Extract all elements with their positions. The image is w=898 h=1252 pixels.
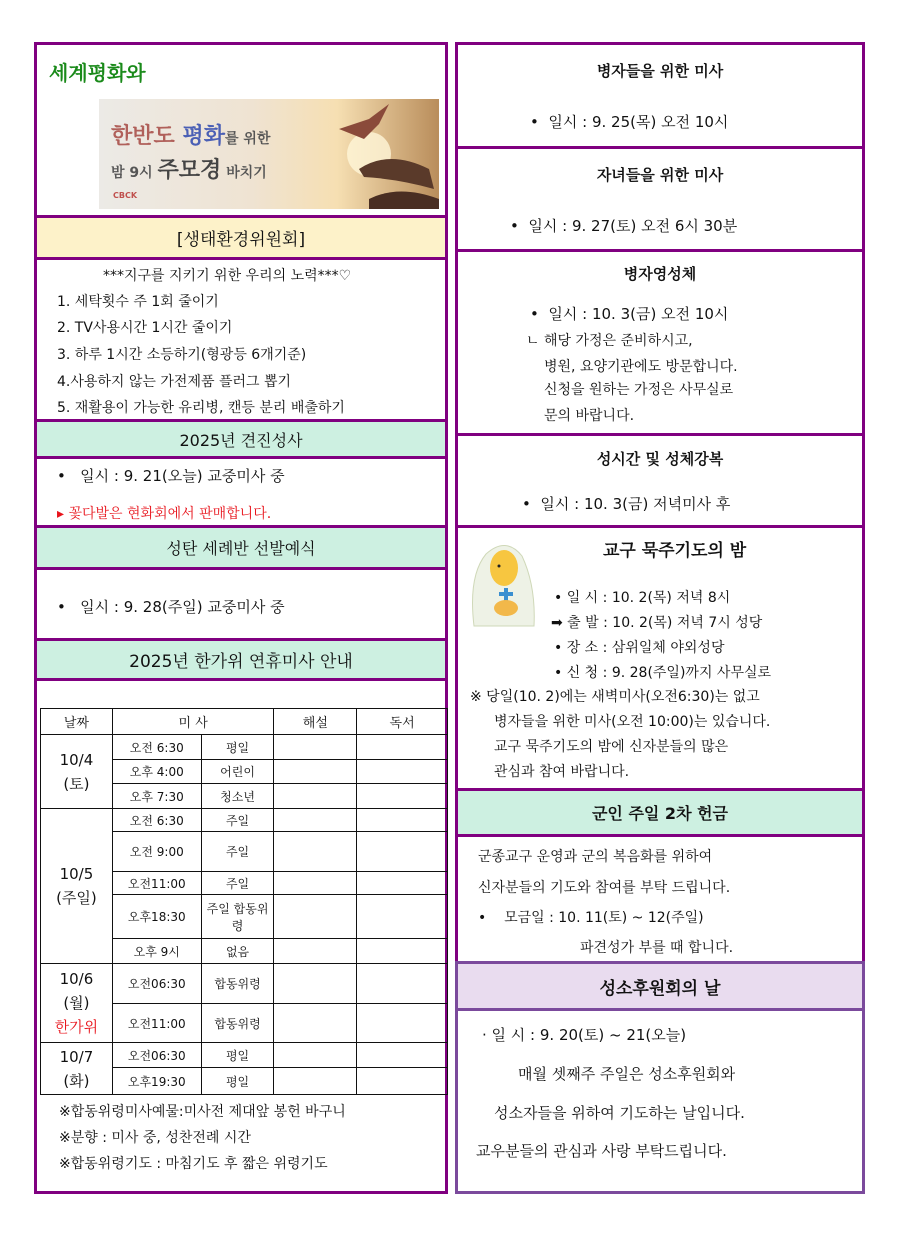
reading-cell[interactable] <box>357 939 448 964</box>
holy-hour-date-text: 일시 : 10. 3(금) 저녁미사 후 <box>540 495 731 513</box>
mass-type-cell: 합동위령 <box>201 964 274 1004</box>
commentary-cell[interactable] <box>274 784 357 809</box>
mass-time-cell: 오후 9시 <box>112 939 201 964</box>
sick-communion-date: • 일시 : 10. 3(금) 오전 10시 <box>530 305 729 323</box>
table-header: 독서 <box>357 709 448 735</box>
eco-item: 2. TV사용시간 1시간 줄이기 <box>57 320 233 336</box>
reading-cell[interactable] <box>357 832 448 872</box>
rosary-item: • 신 청 : 9. 28(주일)까지 사무실로 <box>554 665 772 681</box>
commentary-cell[interactable] <box>274 735 357 760</box>
chuseok-note: ※합동위령기도 : 마침기도 후 짧은 위령기도 <box>59 1156 328 1172</box>
chuseok-title: 2025년 한가위 연휴미사 안내 <box>129 652 353 672</box>
sick-mass-date: • 일시 : 9. 25(목) 오전 10시 <box>530 113 729 131</box>
sick-communion-line: 병원, 요양기관에도 방문합니다. <box>544 359 738 375</box>
reading-cell[interactable] <box>357 1068 448 1095</box>
banner-text: 밤 9시 <box>111 165 153 181</box>
reading-cell[interactable] <box>357 895 448 939</box>
eco-subtitle: ***지구를 지키기 위한 우리의 노력***♡ <box>103 268 352 284</box>
baptism-title: 성탄 세례반 선발예식 <box>166 539 316 558</box>
military-line: 신자분들의 기도와 참여를 부탁 드립니다. <box>478 880 731 896</box>
date-cell <box>41 809 113 964</box>
mass-type-cell: 평일 <box>201 735 274 760</box>
dove-hands-icon <box>309 99 439 209</box>
mass-type-cell: 주일 <box>201 809 274 832</box>
chuseok-header <box>34 638 448 681</box>
mass-type-cell: 주일 <box>201 832 274 872</box>
military-when: 파견성가 부를 때 합니다. <box>580 940 734 956</box>
eco-title: [생태환경위원회] <box>176 230 306 250</box>
mass-time-cell: 오후 4:00 <box>112 760 201 784</box>
baptism-header <box>34 525 448 570</box>
confirmation-note-text: 꽃다발은 현화회에서 판매합니다. <box>68 506 272 522</box>
table-header: 미 사 <box>112 709 274 735</box>
sick-mass-date-text: 일시 : 9. 25(목) 오전 10시 <box>548 113 729 131</box>
rosary-item: • 일 시 : 10. 2(목) 저녁 8시 <box>554 590 731 606</box>
sick-mass-section <box>455 42 865 149</box>
commentary-cell[interactable] <box>274 964 357 1004</box>
table-row <box>41 735 448 760</box>
rosary-title: 교구 묵주기도의 밤 <box>603 541 747 561</box>
rosary-note: 교구 묵주기도의 밤에 신자분들의 많은 <box>494 739 729 755</box>
commentary-cell[interactable] <box>274 1068 357 1095</box>
children-mass-date-text: 일시 : 9. 27(토) 오전 6시 30분 <box>528 217 738 235</box>
military-line: 군종교구 운영과 군의 복음화를 위하여 <box>478 849 713 865</box>
peace-section <box>34 42 448 218</box>
commentary-cell[interactable] <box>274 872 357 895</box>
table-row <box>41 964 448 1004</box>
table-row <box>41 1043 448 1068</box>
sick-communion-section <box>455 249 865 436</box>
rosary-note: ※ 당일(10. 2)에는 새벽미사(오전6:30)는 없고 <box>470 689 760 705</box>
chuseok-mass-table <box>40 708 448 1095</box>
date-date: 10/4 <box>59 750 94 769</box>
mass-time-cell: 오전 6:30 <box>112 809 201 832</box>
mass-time-cell: 오전06:30 <box>112 964 201 1004</box>
mass-type-cell: 평일 <box>201 1043 274 1068</box>
mass-type-cell: 평일 <box>201 1068 274 1095</box>
table-header-row <box>41 709 448 735</box>
reading-cell[interactable] <box>357 1004 448 1043</box>
vocation-line: 교우분들의 관심과 사랑 부탁드립니다. <box>476 1142 727 1160</box>
children-mass-date: • 일시 : 9. 27(토) 오전 6시 30분 <box>510 217 738 235</box>
date-day: (주일) <box>56 889 97 907</box>
mass-time-cell: 오전 6:30 <box>112 735 201 760</box>
mass-type-cell: 주일 <box>201 872 274 895</box>
eco-item: 5. 재활용이 가능한 유리병, 캔등 분리 배출하기 <box>57 400 345 416</box>
mass-time-cell: 오전 9:00 <box>112 832 201 872</box>
table-header: 날짜 <box>41 709 113 735</box>
reading-cell[interactable] <box>357 760 448 784</box>
holy-hour-section <box>455 433 865 528</box>
mass-type-cell: 합동위령 <box>201 1004 274 1043</box>
commentary-cell[interactable] <box>274 809 357 832</box>
date-date: 10/6 <box>59 970 94 988</box>
sick-communion-title: 병자영성체 <box>623 265 697 283</box>
baptism-date-text: 일시 : 9. 28(주일) 교중미사 중 <box>80 598 285 616</box>
date-day: (토) <box>63 774 90 793</box>
military-date: • 모금일 : 10. 11(토) ~ 12(주일) <box>478 910 704 926</box>
banner-text: 평화 <box>182 124 225 149</box>
reading-cell[interactable] <box>357 872 448 895</box>
eco-item: 3. 하루 1시간 소등하기(형광등 6개기준) <box>57 347 307 363</box>
holy-hour-date: • 일시 : 10. 3(금) 저녁미사 후 <box>522 495 731 513</box>
date-day: (월) <box>63 994 90 1012</box>
date-holiday: 한가위 <box>54 1018 99 1036</box>
reading-cell[interactable] <box>357 809 448 832</box>
commentary-cell[interactable] <box>274 832 357 872</box>
vocation-body <box>455 1008 865 1194</box>
sick-communion-line: ㄴ 해당 가정은 준비하시고, <box>526 333 693 349</box>
vocation-date: · 일 시 : 9. 20(토) ~ 21(오늘) <box>482 1026 687 1044</box>
vocation-header <box>455 961 865 1011</box>
children-mass-title: 자녀들을 위한 미사 <box>596 166 724 184</box>
sick-communion-date-text: 일시 : 10. 3(금) 오전 10시 <box>548 305 729 323</box>
commentary-cell[interactable] <box>274 1004 357 1043</box>
rosary-item: • 장 소 : 삼위일체 야외성당 <box>554 640 725 656</box>
sick-communion-line: 신청을 원하는 가정은 사무실로 <box>544 382 734 398</box>
sick-mass-title: 병자들을 위한 미사 <box>596 62 724 80</box>
mass-time-cell: 오전11:00 <box>112 872 201 895</box>
rosary-note: 병자들을 위한 미사(오전 10:00)는 있습니다. <box>494 714 771 730</box>
mass-time-cell: 오후 7:30 <box>112 784 201 809</box>
confirmation-body <box>34 456 448 528</box>
banner-text: 바치기 <box>226 165 267 181</box>
table-row <box>41 809 448 832</box>
date-date: 10/5 <box>59 865 94 883</box>
mass-time-cell: 오전11:00 <box>112 1004 201 1043</box>
chuseok-note: ※분향 : 미사 중, 성찬전례 시간 <box>59 1130 251 1146</box>
confirmation-date-text: 일시 : 9. 21(오늘) 교중미사 중 <box>80 467 285 485</box>
date-cell <box>41 964 113 1043</box>
military-body <box>455 834 865 964</box>
baptism-date: • 일시 : 9. 28(주일) 교중미사 중 <box>57 598 285 616</box>
date-day: (화) <box>63 1071 90 1090</box>
baptism-body <box>34 567 448 641</box>
vocation-line: 성소자들을 위하여 기도하는 날입니다. <box>494 1104 745 1122</box>
banner-text: 주모경 <box>157 158 222 183</box>
military-date-text: 모금일 : 10. 11(토) ~ 12(주일) <box>504 910 704 926</box>
mary-illustration <box>466 536 542 628</box>
eco-body <box>34 257 448 422</box>
reading-cell[interactable] <box>357 964 448 1004</box>
cbck-logo: CBCK <box>113 191 138 200</box>
eco-item: 4.사용하지 않는 가전제품 플러그 뽑기 <box>57 374 292 390</box>
date-cell <box>41 1043 113 1095</box>
commentary-cell[interactable] <box>274 895 357 939</box>
reading-cell[interactable] <box>357 1043 448 1068</box>
commentary-cell[interactable] <box>274 1043 357 1068</box>
confirmation-date: • 일시 : 9. 21(오늘) 교중미사 중 <box>57 467 285 485</box>
mass-type-cell: 어린이 <box>201 760 274 784</box>
chuseok-body <box>34 678 448 1194</box>
rosary-note: 관심과 참여 바랍니다. <box>494 764 630 780</box>
mass-time-cell: 오후18:30 <box>112 895 201 939</box>
commentary-cell[interactable] <box>274 939 357 964</box>
chuseok-note: ※합동위령미사예물:미사전 제대앞 봉헌 바구니 <box>59 1104 346 1120</box>
banner-text: 한반도 <box>111 124 175 149</box>
rosary-item: ➡ 출 발 : 10. 2(목) 저녁 7시 성당 <box>551 615 763 631</box>
date-cell <box>41 735 113 809</box>
confirmation-header <box>34 419 448 459</box>
military-header <box>455 788 865 837</box>
mass-type-cell: 주일 합동위령 <box>201 895 274 939</box>
rosary-section <box>455 525 865 791</box>
commentary-cell[interactable] <box>274 760 357 784</box>
vocation-line: 매월 셋째주 주일은 성소후원회와 <box>518 1065 736 1083</box>
date-date: 10/7 <box>59 1047 94 1066</box>
eco-item: 1. 세탁횟수 주 1회 줄이기 <box>57 294 219 310</box>
mass-time-cell: 오전06:30 <box>112 1043 201 1068</box>
reading-cell[interactable] <box>357 735 448 760</box>
banner-text: 를 위한 <box>224 131 271 147</box>
mass-time-cell: 오후19:30 <box>112 1068 201 1095</box>
eco-header <box>34 215 448 260</box>
peace-banner-image <box>99 99 439 209</box>
children-mass-section <box>455 146 865 252</box>
confirmation-note: ▸ 꽃다발은 현화회에서 판매합니다. <box>57 506 272 522</box>
mass-type-cell: 청소년 <box>201 784 274 809</box>
confirmation-title: 2025년 견진성사 <box>179 430 303 450</box>
peace-title: 세계평화와 <box>49 61 146 85</box>
military-title: 군인 주일 2차 헌금 <box>591 804 729 823</box>
mass-type-cell: 없음 <box>201 939 274 964</box>
holy-hour-title: 성시간 및 성체강복 <box>596 450 724 468</box>
vocation-title: 성소후원회의 날 <box>599 978 721 999</box>
sick-communion-line: 문의 바랍니다. <box>544 408 635 424</box>
table-header: 해설 <box>274 709 357 735</box>
reading-cell[interactable] <box>357 784 448 809</box>
